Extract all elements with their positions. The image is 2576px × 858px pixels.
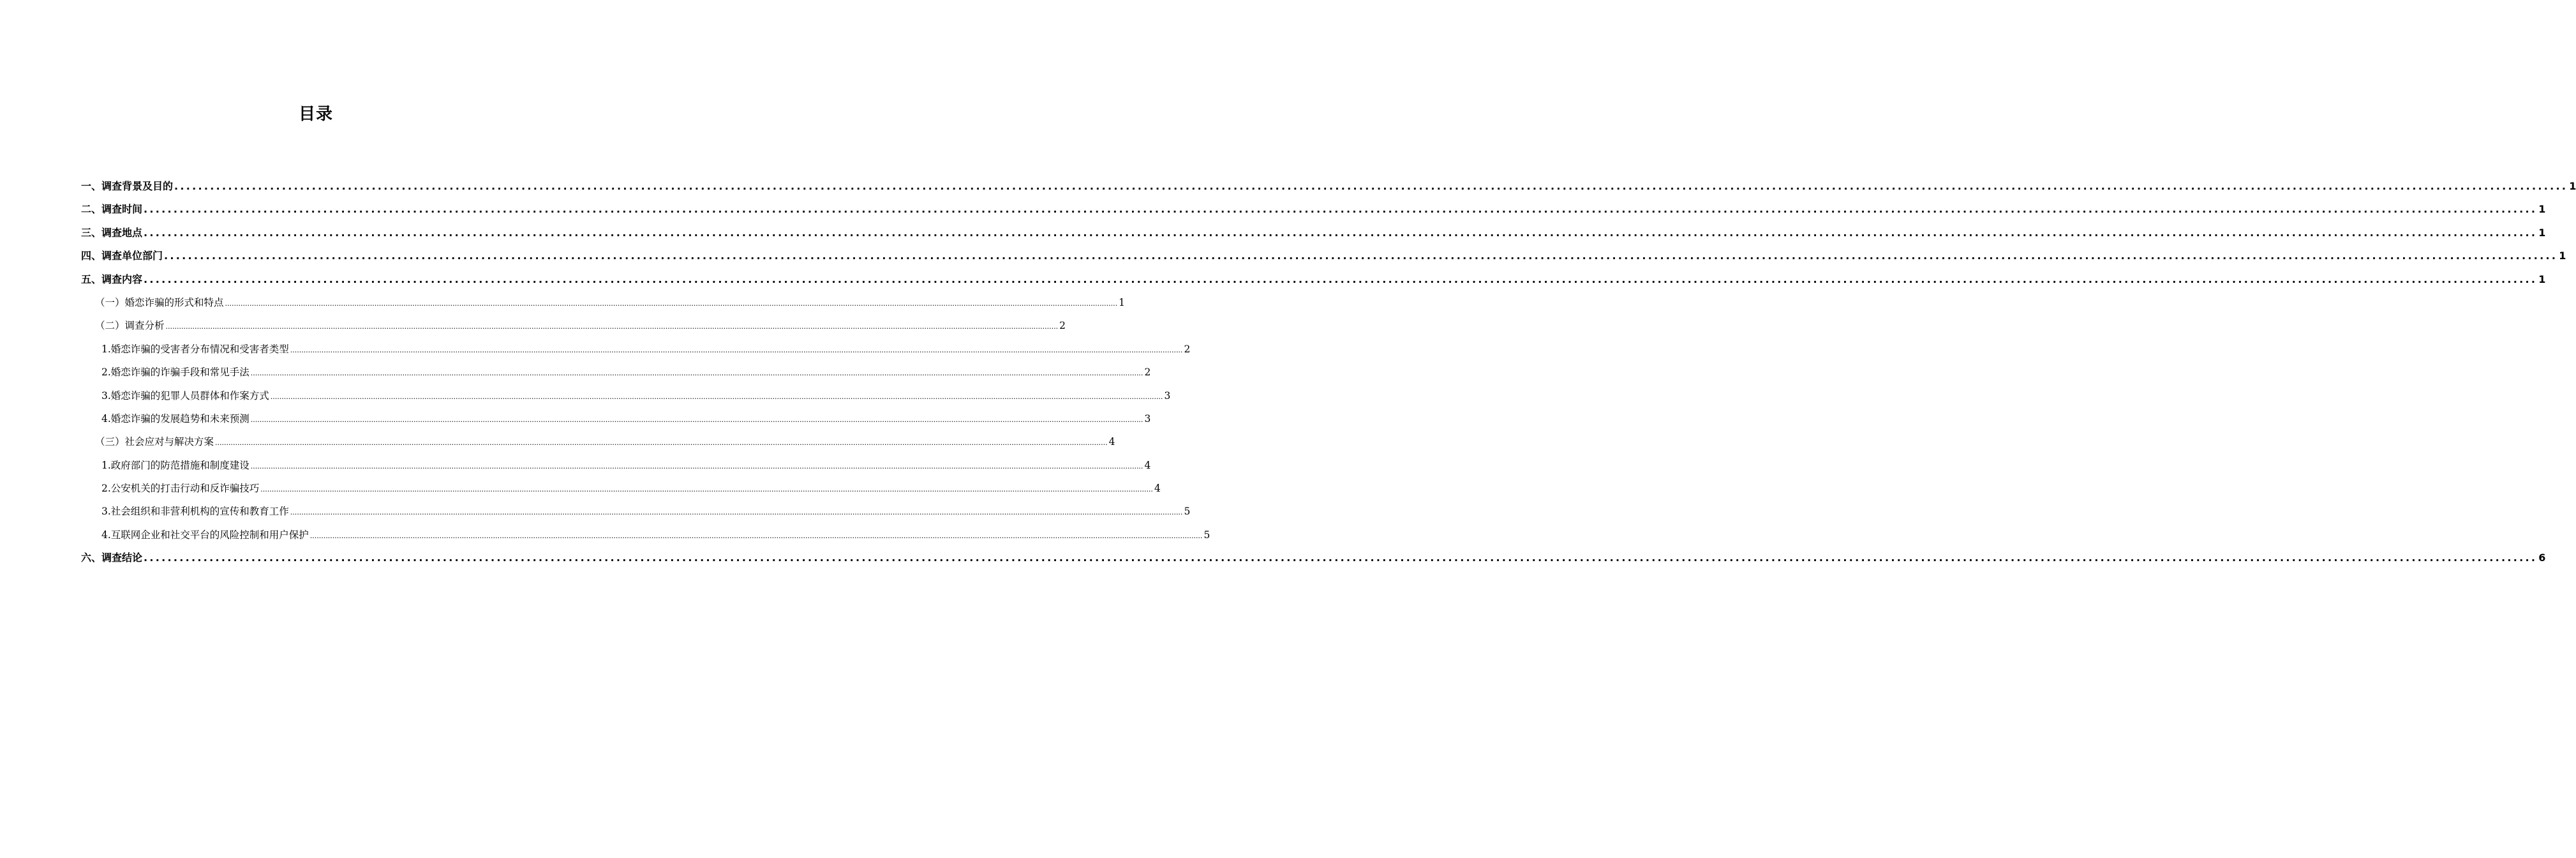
toc-page-number: 1	[2538, 273, 2546, 285]
toc-entry[interactable]	[81, 526, 1210, 549]
toc-entry-label: 三、调查地点	[81, 224, 142, 242]
toc-entry-label: 二、调查时间	[81, 200, 142, 218]
toc-dot-leader: ................................................................................................................................................................................................................................................................................................................................................................................................................	[250, 462, 1143, 470]
toc-page-number: 4	[1108, 436, 1115, 448]
toc-entry-label: 四、调查单位部门	[81, 247, 163, 265]
toc-entry-label: 2.公安机关的打击行动和反诈骗技巧	[101, 479, 259, 497]
toc-entry[interactable]	[81, 317, 1066, 340]
toc-entry-label: 五、调查内容	[81, 271, 142, 289]
toc-page-number: 5	[1184, 506, 1191, 518]
toc-page-number: 1	[2538, 203, 2546, 216]
toc-entry-label: 3.社会组织和非营利机构的宣传和教育工作	[101, 502, 289, 520]
toc-entry-label: （三）社会应对与解决方案	[95, 433, 214, 451]
toc-entry[interactable]	[81, 549, 2546, 572]
toc-page-number: 4	[1144, 459, 1151, 471]
toc-dot-leader: ................................................................................................................................................................................................................................................................................................................................................................................................................	[144, 203, 2538, 216]
toc-dot-leader: ................................................................................................................................................................................................................................................................................................................................................................................................................	[250, 369, 1143, 378]
toc-dot-leader: ................................................................................................................................................................................................................................................................................................................................................................................................................	[144, 226, 2538, 239]
toc-entry[interactable]	[81, 340, 1191, 363]
toc-entry[interactable]	[81, 410, 1151, 433]
toc-page-number: 3	[1164, 389, 1171, 402]
toc-page-number: 1	[2538, 226, 2546, 239]
toc-dot-leader: ................................................................................................................................................................................................................................................................................................................................................................................................................	[144, 273, 2538, 285]
toc-page-number: 2	[1184, 343, 1191, 355]
toc-dot-leader: ................................................................................................................................................................................................................................................................................................................................................................................................................	[309, 531, 1203, 540]
toc-page-number: 1	[2559, 250, 2566, 262]
toc-dot-leader: ................................................................................................................................................................................................................................................................................................................................................................................................................	[165, 322, 1059, 331]
toc-dot-leader: ................................................................................................................................................................................................................................................................................................................................................................................................................	[270, 392, 1163, 401]
page-title: 目录	[298, 105, 333, 124]
toc-entry-label: （二）调查分析	[95, 317, 165, 335]
toc-dot-leader: ................................................................................................................................................................................................................................................................................................................................................................................................................	[174, 180, 2568, 192]
toc-entry-label: 1.婚恋诈骗的受害者分布情况和受害者类型	[101, 340, 289, 358]
toc-entry[interactable]	[81, 177, 2576, 200]
toc-entry-label: 4.婚恋诈骗的发展趋势和未来预测	[101, 410, 249, 428]
toc-page-number: 1	[1119, 296, 1126, 308]
toc-entry[interactable]	[81, 387, 1171, 410]
toc-entry[interactable]	[81, 456, 1151, 479]
toc-page-number: 1	[2569, 180, 2576, 192]
toc-entry-label: 2.婚恋诈骗的诈骗手段和常见手法	[101, 363, 249, 381]
toc-entry-label: 一、调查背景及目的	[81, 177, 173, 195]
toc-entry[interactable]	[81, 247, 2566, 270]
toc-entry[interactable]	[81, 294, 1126, 317]
toc-page-number: 2	[1059, 320, 1066, 332]
toc-entry[interactable]	[81, 502, 1191, 525]
toc-dot-leader: ................................................................................................................................................................................................................................................................................................................................................................................................................	[215, 439, 1108, 448]
toc-dot-leader: ................................................................................................................................................................................................................................................................................................................................................................................................................	[260, 485, 1153, 494]
toc-entry-label: 六、调查结论	[81, 549, 142, 567]
toc-page-number: 3	[1144, 412, 1151, 425]
toc-entry-label: （一）婚恋诈骗的形式和特点	[95, 294, 224, 312]
toc-entry[interactable]	[81, 271, 2546, 294]
toc-entry[interactable]	[81, 200, 2546, 223]
toc-dot-leader: ................................................................................................................................................................................................................................................................................................................................................................................................................	[144, 552, 2538, 564]
toc-entry-label: 4.互联网企业和社交平台的风险控制和用户保护	[101, 526, 309, 544]
toc-dot-leader: ................................................................................................................................................................................................................................................................................................................................................................................................................	[250, 415, 1143, 424]
toc-dot-leader: ................................................................................................................................................................................................................................................................................................................................................................................................................	[164, 250, 2558, 262]
table-of-contents	[81, 177, 2576, 573]
toc-dot-leader: ................................................................................................................................................................................................................................................................................................................................................................................................................	[290, 345, 1183, 354]
toc-entry[interactable]	[81, 479, 1161, 502]
toc-dot-leader: ................................................................................................................................................................................................................................................................................................................................................................................................................	[290, 508, 1183, 517]
toc-page-number: 5	[1203, 529, 1210, 541]
toc-entry-label: 3.婚恋诈骗的犯罪人员群体和作案方式	[101, 387, 269, 405]
toc-page-number: 6	[2538, 552, 2546, 564]
toc-entry[interactable]	[81, 433, 1115, 456]
toc-page-number: 2	[1144, 366, 1151, 379]
toc-dot-leader: ................................................................................................................................................................................................................................................................................................................................................................................................................	[225, 299, 1118, 308]
toc-page-number: 4	[1154, 483, 1161, 495]
toc-entry-label: 1.政府部门的防范措施和制度建设	[101, 456, 249, 474]
toc-entry[interactable]	[81, 224, 2546, 247]
toc-entry[interactable]	[81, 363, 1151, 386]
